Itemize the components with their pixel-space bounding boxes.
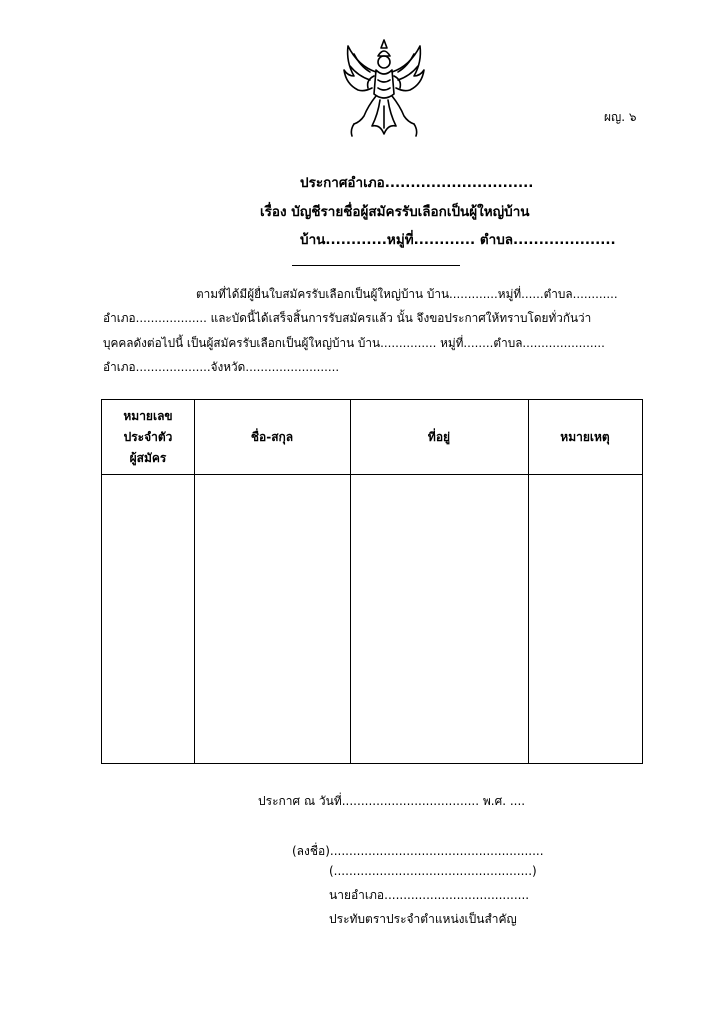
garuda-emblem-icon [334,36,434,140]
announcement-subject: เรื่อง บัญชีรายชื่อผู้สมัครรับเลือกเป็นผู้ใหญ่บ้าน [260,204,530,220]
column-header-address: ที่อยู่ [427,429,451,444]
candidate-table [101,399,643,764]
column-header-remarks: หมายเหตุ [560,429,610,444]
table-header-divider [102,474,642,475]
body-line-2: อำเภอ................... และบัดนี้ได้เสร็จสิ้นการรับสมัครแล้ว นั้น จึงขอประกาศให้ทราบโดยทั่วกันว่า [103,311,592,325]
body-line-3: บุคคลดังต่อไปนี้ เป็นผู้สมัครรับเลือกเป็นผู้ใหญ่บ้าน บ้าน............... หมู่ที่........ตำบล...................... [103,336,605,350]
column-header-line: ประจำตัว [123,429,173,444]
column-header-candidate-number [102,400,194,474]
body-line-4: อำเภอ....................จังหวัด......................... [103,360,340,374]
signature-line: (ลงชื่อ)........................................................ [292,844,544,858]
seal-note: ประทับตราประจำตำแหน่งเป็นสำคัญ [329,912,517,926]
form-code: ผญ. ๖ [604,110,637,124]
signer-name-line: (....................................................) [329,864,537,878]
signer-position: นายอำเภอ...................................... [329,888,530,902]
body-line-1: ตามที่ได้มีผู้ยื่นใบสมัครรับเลือกเป็นผู้ใหญ่บ้าน บ้าน.............หมู่ที่......ตำบล............ [196,287,618,301]
column-header-line: หมายเลข [123,408,173,423]
column-header-line: ผู้สมัคร [129,450,167,465]
announcement-location: บ้าน............หมู่ที่............ ตำบล.................... [300,232,616,248]
announcement-title: ประกาศอำเภอ............................. [300,175,534,191]
column-header-name: ชื่อ-สกุล [250,429,294,444]
announcement-date: ประกาศ ณ วันที่.................................... พ.ศ. .... [258,794,526,808]
title-underline [292,265,460,266]
